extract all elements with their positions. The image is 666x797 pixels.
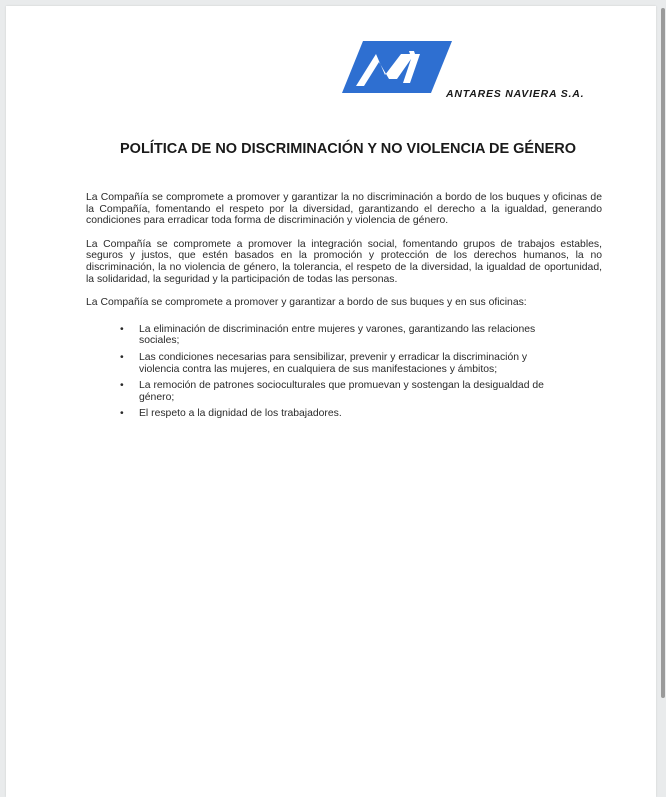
document-page [6, 6, 656, 797]
document-title: POLÍTICA DE NO DISCRIMINACIÓN Y NO VIOLENCIA DE GÉNERO [120, 141, 576, 157]
antares-logo-icon [342, 41, 452, 101]
bullet-icon: • [120, 408, 124, 420]
document-body [86, 192, 602, 425]
list-item [86, 324, 602, 347]
vertical-scrollbar[interactable] [661, 8, 665, 698]
list-item-text: Las condiciones necesarias para sensibilizar, prevenir y erradicar la discriminación y violencia contra las mujeres, en cualquiera de sus manifestaciones y ámbitos; [139, 351, 528, 375]
list-item-text: La remoción de patrones socioculturales que promuevan y sostengan la desigualdad de género; [139, 380, 544, 403]
paragraph: La Compañía se compromete a promover y garantizar a bordo de sus buques y en sus oficinas: [86, 297, 527, 309]
list-item [86, 408, 602, 420]
paragraph: La Compañía se compromete a promover la integración social, fomentando grupos de trabajos estables, seguros y justos, que estén basados en la promoción y protección de los derechos humanos, la no discriminación, la no violencia de género, la tolerancia, el respeto de la diversidad, la igualdad de oportunidad, la solidaridad, la seguridad y la participación de todas las personas. [86, 238, 602, 285]
bullet-icon: • [120, 323, 124, 335]
company-name: ANTARES NAVIERA S.A. [446, 88, 585, 100]
list-item [86, 352, 602, 375]
commitments-list [86, 324, 602, 420]
list-item [86, 380, 602, 403]
list-item-text: La eliminación de discriminación entre mujeres y varones, garantizando las relaciones sociales; [139, 323, 536, 347]
paragraph: La Compañía se compromete a promover y garantizar la no discriminación a bordo de los buques y oficinas de la Compañía, fomentando el respeto por la diversidad, garantizando el derecho a la igualdad, generando condiciones para erradicar toda forma de discriminación y violencia de género. [86, 192, 602, 227]
list-item-text: El respeto a la dignidad de los trabajadores. [139, 408, 342, 420]
bullet-icon: • [120, 380, 124, 392]
bullet-icon: • [120, 351, 124, 363]
